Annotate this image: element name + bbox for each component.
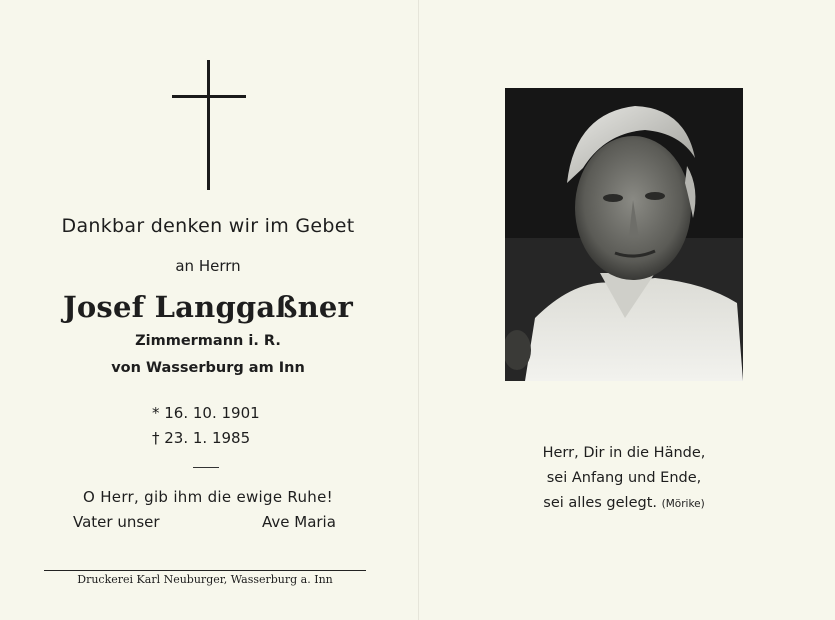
poem-author: (Mörike)	[661, 498, 705, 510]
portrait-photo	[505, 88, 743, 381]
footer-rule	[44, 570, 366, 571]
prayer-line: O Herr, gib ihm die ewige Ruhe!	[83, 488, 333, 506]
deceased-name: Josef Langgaßner	[62, 290, 354, 324]
poem-line-3	[543, 495, 704, 511]
cross-icon	[207, 60, 210, 190]
birth-date: * 16. 10. 1901	[152, 404, 260, 422]
poem-line-2: sei Anfang und Ende,	[546, 470, 702, 486]
origin: von Wasserburg am Inn	[111, 360, 305, 376]
prayer-vater-unser: Vater unser	[73, 513, 160, 531]
salutation: an Herrn	[175, 257, 241, 275]
portrait-image	[505, 88, 743, 381]
occupation: Zimmermann i. R.	[135, 333, 281, 349]
heading: Dankbar denken wir im Gebet	[61, 215, 355, 237]
printer-credit: Druckerei Karl Neuburger, Wasserburg a. Inn	[77, 573, 333, 586]
poem-line-1: Herr, Dir in die Hände,	[542, 445, 706, 461]
prayer-ave-maria: Ave Maria	[262, 513, 336, 531]
poem-line-3-text: sei alles gelegt.	[543, 495, 658, 511]
card-fold	[418, 0, 419, 620]
divider-dash	[193, 467, 219, 468]
cross-icon-bar	[172, 95, 246, 98]
death-date: † 23. 1. 1985	[152, 429, 251, 447]
